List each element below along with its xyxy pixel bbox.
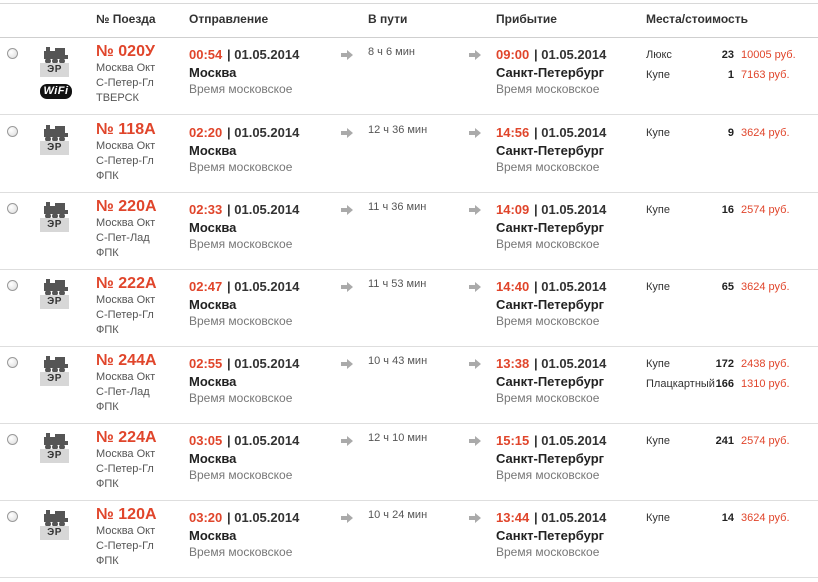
- train-row[interactable]: [0, 347, 818, 424]
- seat-count: 166: [715, 378, 734, 390]
- departure-date: | 01.05.2014: [227, 47, 300, 62]
- arrival-time: 14:09: [496, 202, 530, 217]
- train-icon: [42, 354, 70, 374]
- train-row[interactable]: [0, 116, 818, 193]
- departure-timezone: Время московское: [189, 237, 293, 251]
- route-destination: С-Пет-Лад: [96, 386, 150, 398]
- arrival-timezone: Время московское: [496, 237, 600, 251]
- seat-count: 1: [727, 69, 734, 81]
- arrival-time: 09:00: [496, 47, 530, 62]
- train-number-link[interactable]: № 020У: [96, 43, 155, 60]
- train-type-badge: ЭР: [40, 141, 69, 155]
- departure-city: Москва: [189, 143, 237, 158]
- arrow-right-icon: [341, 436, 353, 446]
- train-icon: [42, 45, 70, 65]
- departure-time: 02:47: [189, 279, 223, 294]
- seat-price[interactable]: 3624 руб.: [741, 281, 790, 293]
- arrival-city: Санкт-Петербург: [496, 297, 605, 312]
- arrival-date: | 01.05.2014: [534, 356, 607, 371]
- departure-city: Москва: [189, 65, 237, 80]
- seat-price[interactable]: 7163 руб.: [741, 69, 790, 81]
- arrival-city: Санкт-Петербург: [496, 528, 605, 543]
- travel-duration: 10 ч 43 мин: [368, 355, 428, 367]
- departure-timezone: Время московское: [189, 468, 293, 482]
- route-carrier: ТВЕРСК: [96, 92, 139, 104]
- arrow-right-icon: [341, 50, 353, 60]
- train-number-link[interactable]: № 244А: [96, 352, 157, 369]
- departure-time: 03:05: [189, 433, 223, 448]
- departure-city: Москва: [189, 528, 237, 543]
- route-origin: Москва Окт: [96, 525, 156, 537]
- train-icon: [42, 277, 70, 297]
- departure-time: 02:55: [189, 356, 223, 371]
- arrival-date: | 01.05.2014: [534, 279, 607, 294]
- travel-duration: 10 ч 24 мин: [368, 509, 428, 521]
- train-row[interactable]: [0, 424, 818, 501]
- route-destination: С-Петер-Гл: [96, 309, 154, 321]
- train-number-link[interactable]: № 220А: [96, 198, 157, 215]
- arrival-date: | 01.05.2014: [534, 433, 607, 448]
- seat-class: Купе: [646, 127, 670, 139]
- arrow-right-icon: [469, 205, 481, 215]
- departure-date: | 01.05.2014: [227, 279, 300, 294]
- header-departure[interactable]: Отправление: [189, 12, 269, 26]
- row-divider: [0, 114, 818, 115]
- select-train-radio[interactable]: [7, 434, 18, 445]
- seat-class: Купе: [646, 281, 670, 293]
- route-origin: Москва Окт: [96, 371, 156, 383]
- departure-city: Москва: [189, 220, 237, 235]
- arrival-timezone: Время московское: [496, 82, 600, 96]
- arrow-right-icon: [469, 50, 481, 60]
- departure-timezone: Время московское: [189, 82, 293, 96]
- select-train-radio[interactable]: [7, 511, 18, 522]
- departure-time: 03:20: [189, 510, 223, 525]
- seat-price[interactable]: 2574 руб.: [741, 204, 790, 216]
- route-carrier: ФПК: [96, 555, 119, 567]
- route-carrier: ФПК: [96, 324, 119, 336]
- departure-time: 00:54: [189, 47, 223, 62]
- route-carrier: ФПК: [96, 478, 119, 490]
- departure-timezone: Время московское: [189, 314, 293, 328]
- arrow-right-icon: [341, 282, 353, 292]
- train-row[interactable]: [0, 193, 818, 270]
- arrow-right-icon: [469, 359, 481, 369]
- train-number-link[interactable]: № 120А: [96, 506, 157, 523]
- seat-price[interactable]: 2438 руб.: [741, 358, 790, 370]
- travel-duration: 11 ч 53 мин: [368, 278, 427, 290]
- seat-count: 65: [721, 281, 734, 293]
- arrival-time: 15:15: [496, 433, 530, 448]
- train-icon: [42, 508, 70, 528]
- arrival-time: 13:44: [496, 510, 530, 525]
- route-destination: С-Петер-Гл: [96, 463, 154, 475]
- header-seats-price: Места/стоимость: [646, 12, 748, 26]
- train-number-link[interactable]: № 222А: [96, 275, 157, 292]
- departure-date: | 01.05.2014: [227, 356, 300, 371]
- train-type-badge: ЭР: [40, 526, 69, 540]
- route-origin: Москва Окт: [96, 62, 156, 74]
- departure-time: 02:33: [189, 202, 223, 217]
- arrow-right-icon: [469, 436, 481, 446]
- arrival-date: | 01.05.2014: [534, 510, 607, 525]
- arrival-time: 14:40: [496, 279, 530, 294]
- arrival-city: Санкт-Петербург: [496, 451, 605, 466]
- seat-class: Люкс: [646, 49, 672, 61]
- select-train-radio[interactable]: [7, 280, 18, 291]
- route-destination: С-Петер-Гл: [96, 77, 154, 89]
- select-train-radio[interactable]: [7, 126, 18, 137]
- train-row[interactable]: [0, 270, 818, 347]
- route-origin: Москва Окт: [96, 448, 156, 460]
- travel-duration: 12 ч 10 мин: [368, 432, 428, 444]
- arrow-right-icon: [341, 359, 353, 369]
- departure-time: 02:20: [189, 125, 223, 140]
- departure-date: | 01.05.2014: [227, 202, 300, 217]
- travel-duration: 12 ч 36 мин: [368, 124, 428, 136]
- seat-price[interactable]: 1310 руб.: [741, 378, 790, 390]
- seat-class: Плацкартный: [646, 378, 715, 390]
- departure-date: | 01.05.2014: [227, 125, 300, 140]
- departure-timezone: Время московское: [189, 391, 293, 405]
- arrow-right-icon: [341, 513, 353, 523]
- header-duration[interactable]: В пути: [368, 12, 408, 26]
- train-number-link[interactable]: № 118А: [96, 121, 156, 138]
- arrival-date: | 01.05.2014: [534, 202, 607, 217]
- arrow-right-icon: [341, 205, 353, 215]
- train-type-badge: ЭР: [40, 218, 69, 232]
- header-arrival[interactable]: Прибытие: [496, 12, 557, 26]
- seat-count: 9: [727, 127, 734, 139]
- route-destination: С-Петер-Гл: [96, 540, 154, 552]
- arrival-timezone: Время московское: [496, 314, 600, 328]
- departure-city: Москва: [189, 451, 237, 466]
- seat-count: 23: [721, 49, 734, 61]
- train-icon: [42, 200, 70, 220]
- route-destination: С-Петер-Гл: [96, 155, 154, 167]
- arrival-timezone: Время московское: [496, 545, 600, 559]
- route-origin: Москва Окт: [96, 217, 156, 229]
- row-divider: [0, 577, 818, 578]
- arrival-city: Санкт-Петербург: [496, 65, 605, 80]
- departure-timezone: Время московское: [189, 160, 293, 174]
- seat-price[interactable]: 10005 руб.: [741, 49, 796, 61]
- arrival-date: | 01.05.2014: [534, 47, 607, 62]
- arrival-timezone: Время московское: [496, 391, 600, 405]
- departure-city: Москва: [189, 374, 237, 389]
- train-type-badge: ЭР: [40, 63, 69, 77]
- train-type-badge: ЭР: [40, 449, 69, 463]
- travel-duration: 8 ч 6 мин: [368, 46, 415, 58]
- seat-price[interactable]: 2574 руб.: [741, 435, 790, 447]
- seat-class: Купе: [646, 204, 670, 216]
- arrival-city: Санкт-Петербург: [496, 220, 605, 235]
- train-icon: [42, 431, 70, 451]
- route-origin: Москва Окт: [96, 140, 156, 152]
- train-number-link[interactable]: № 224А: [96, 429, 157, 446]
- arrow-right-icon: [469, 282, 481, 292]
- route-carrier: ФПК: [96, 247, 119, 259]
- select-train-radio[interactable]: [7, 357, 18, 368]
- header-train-number[interactable]: № Поезда: [96, 12, 156, 26]
- route-carrier: ФПК: [96, 170, 119, 182]
- arrival-time: 13:38: [496, 356, 530, 371]
- train-type-badge: ЭР: [40, 295, 69, 309]
- train-row[interactable]: [0, 38, 818, 115]
- seat-price[interactable]: 3624 руб.: [741, 512, 790, 524]
- departure-city: Москва: [189, 297, 237, 312]
- seat-count: 241: [715, 435, 734, 447]
- seat-count: 16: [721, 204, 734, 216]
- arrival-city: Санкт-Петербург: [496, 374, 605, 389]
- select-train-radio[interactable]: [7, 48, 18, 59]
- arrival-time: 14:56: [496, 125, 530, 140]
- travel-duration: 11 ч 36 мин: [368, 201, 427, 213]
- arrow-right-icon: [341, 128, 353, 138]
- train-type-badge: ЭР: [40, 372, 69, 386]
- seat-class: Купе: [646, 435, 670, 447]
- seat-class: Купе: [646, 358, 670, 370]
- departure-date: | 01.05.2014: [227, 433, 300, 448]
- train-icon: [42, 123, 70, 143]
- route-destination: С-Пет-Лад: [96, 232, 150, 244]
- seat-count: 172: [715, 358, 734, 370]
- arrow-right-icon: [469, 128, 481, 138]
- arrow-right-icon: [469, 513, 481, 523]
- arrival-timezone: Время московское: [496, 160, 600, 174]
- train-row[interactable]: [0, 501, 818, 578]
- arrival-city: Санкт-Петербург: [496, 143, 605, 158]
- wifi-icon: WiFi: [40, 84, 72, 99]
- seat-class: Купе: [646, 69, 670, 81]
- seat-class: Купе: [646, 512, 670, 524]
- arrival-timezone: Время московское: [496, 468, 600, 482]
- table-header: [0, 0, 818, 38]
- seat-count: 14: [721, 512, 734, 524]
- seat-price[interactable]: 3624 руб.: [741, 127, 790, 139]
- departure-date: | 01.05.2014: [227, 510, 300, 525]
- select-train-radio[interactable]: [7, 203, 18, 214]
- route-carrier: ФПК: [96, 401, 119, 413]
- arrival-date: | 01.05.2014: [534, 125, 607, 140]
- departure-timezone: Время московское: [189, 545, 293, 559]
- route-origin: Москва Окт: [96, 294, 156, 306]
